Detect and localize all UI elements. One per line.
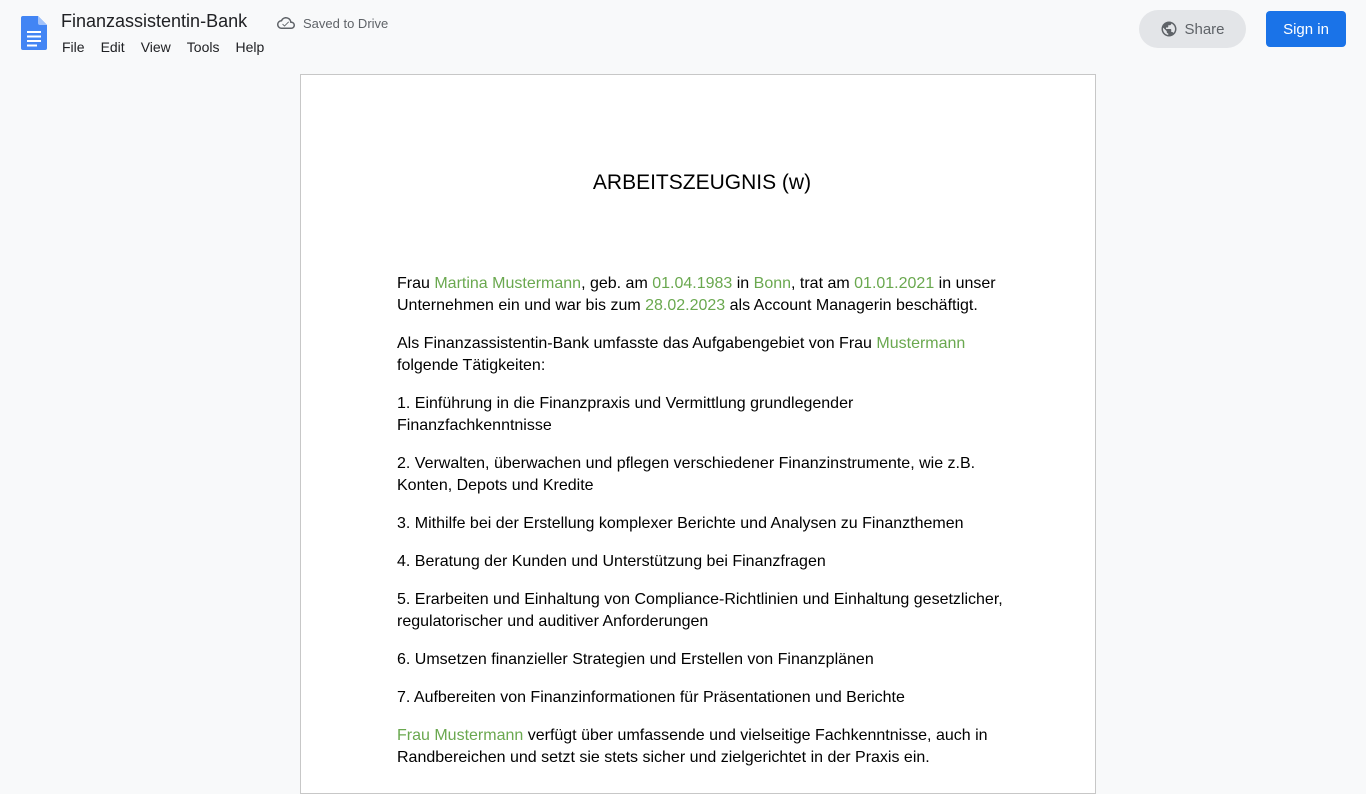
employee-name-ref: Frau Mustermann [397,727,524,744]
text-run: als Account Managerin beschäftigt. [725,297,978,314]
google-docs-logo-icon[interactable] [21,16,47,50]
menu-bar [54,36,272,58]
text-run: verfügt über umfassende und vielseitige Fachkenntnisse, auch in Randbereichen und setzt sie stets sicher und zielgerichtet in der Praxis ein. [397,727,988,766]
text-run: Frau [397,275,435,292]
end-date: 28.02.2023 [645,297,726,314]
paragraph-expertise [397,725,1007,769]
save-status-label: Saved to Drive [303,15,389,31]
task-item: 1. Einführung in die Finanzpraxis und Vermittlung grundlegender Finanzfachkenntnisse [397,395,854,434]
text-run: in unser Unternehmen ein und war bis zum [397,275,996,314]
document-title[interactable]: Finanzassistentin-Bank [61,11,248,31]
menu-view[interactable]: View [140,39,171,55]
employee-surname: Mustermann [876,335,966,352]
menu-tools[interactable]: Tools [186,39,220,55]
document-body[interactable] [397,273,1007,785]
birth-date: 01.04.1983 [652,275,733,292]
share-button[interactable] [1139,10,1246,48]
task-item: 6. Umsetzen finanzieller Strategien und Erstellen von Finanzplänen [397,651,874,668]
menu-help[interactable]: Help [235,39,265,55]
paragraph-intro [397,273,1007,317]
paragraph-tasks-intro [397,333,1007,377]
start-date: 01.01.2021 [854,275,935,292]
top-bar [0,0,1366,64]
menu-edit[interactable]: Edit [100,39,125,55]
text-run: in [732,275,754,292]
globe-icon [1160,20,1178,38]
task-item: 5. Erarbeiten und Einhaltung von Compliance-Richtlinien und Einhaltung gesetzlicher, regulatorischer und auditiver Anforderungen [397,591,1003,630]
menu-file[interactable]: File [62,39,85,55]
task-item: 7. Aufbereiten von Finanzinformationen für Präsentationen und Berichte [397,689,905,706]
task-item: 3. Mithilfe bei der Erstellung komplexer Berichte und Analysen zu Finanzthemen [397,515,964,532]
employee-name: Martina Mustermann [434,275,582,292]
task-item: 2. Verwalten, überwachen und pflegen verschiedener Finanzinstrumente, wie z.B. Konten, Depots und Kredite [397,455,976,494]
text-run: folgende Tätigkeiten: [397,357,546,374]
document-heading: ARBEITSZEUGNIS (w) [592,171,812,194]
text-run: , geb. am [581,275,653,292]
sign-in-button[interactable]: Sign in [1266,11,1346,47]
document-page[interactable] [300,74,1096,794]
birth-place: Bonn [753,275,792,292]
cloud-check-icon [277,14,295,32]
share-label: Share [1184,20,1225,38]
task-item: 4. Beratung der Kunden und Unterstützung bei Finanzfragen [397,553,826,570]
save-status[interactable] [277,14,388,32]
text-run: Als Finanzassistentin-Bank umfasste das Aufgabengebiet von Frau [397,335,877,352]
text-run: , trat am [791,275,855,292]
